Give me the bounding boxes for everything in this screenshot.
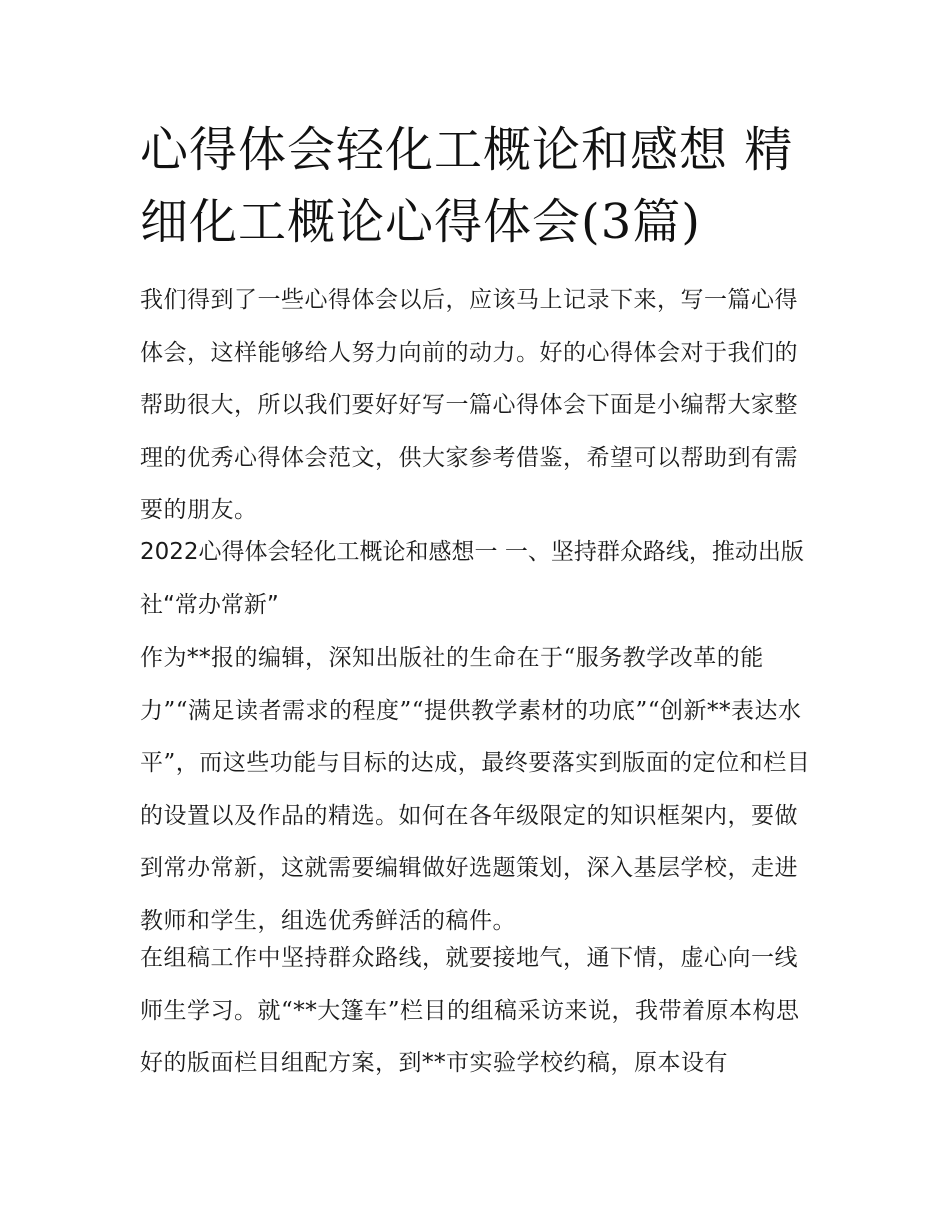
- body-paragraph-1: 作为**报的编辑，深知出版社的生命在于“服务教学改革的能力”“满足读者需求的程度”“提供教学素材的功底”“创新**表达水平”，而这些功能与目标的达成，最终要落实到版面的定位和栏目的设置以及作品的精选。如何在各年级限定的知识框架内，要做到常办常新，这就需要编辑做好选题策划，深入基层学校，走进教师和学生，组选优秀鲜活的稿件。: [140, 645, 811, 934]
- section-heading: 2022心得体会轻化工概论和感想一 一、坚持群众路线，推动出版社“常办常新”: [140, 539, 804, 618]
- intro-paragraph: 我们得到了一些心得体会以后，应该马上记录下来，写一篇心得体会，这样能够给人努力向前的动力。好的心得体会对于我们的帮助很大，所以我们要好好写一篇心得体会下面是小编帮大家整理的优秀心得体会范文，供大家参考借鉴，希望可以帮助到有需要的朋友。: [140, 287, 798, 523]
- body-paragraph-2: 在组稿工作中坚持群众路线，就要接地气，通下情，虚心向一线师生学习。就“**大篷车”栏目的组稿采访来说，我带着原本构思好的版面栏目组配方案，到**市实验学校约稿，原本设有: [140, 945, 800, 1076]
- document-title: 心得体会轻化工概论和感想 精细化工概论心得体会(3篇): [140, 122, 794, 250]
